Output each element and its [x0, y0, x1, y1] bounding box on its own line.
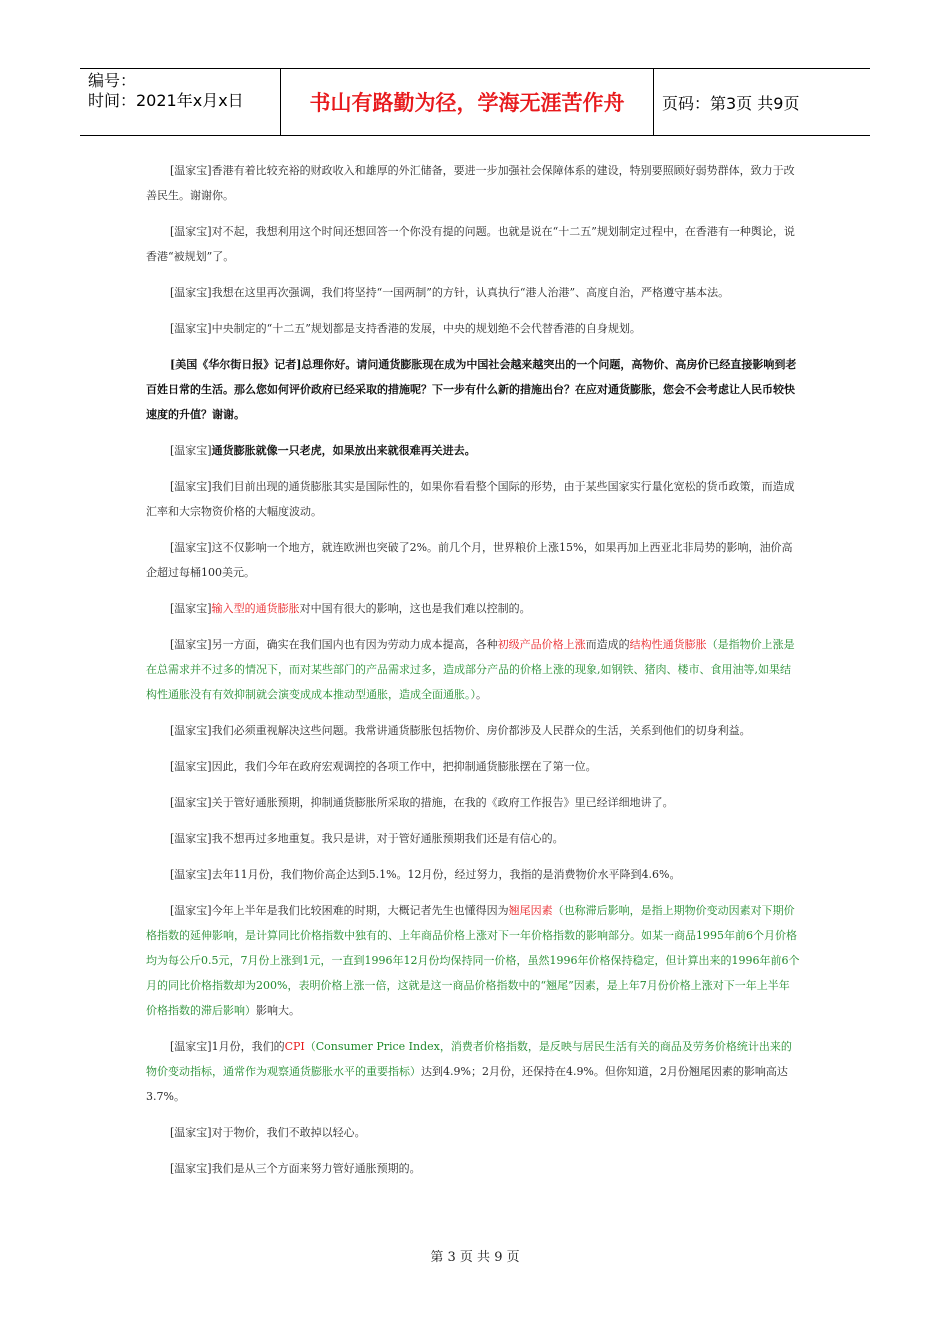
paragraph-text-segment: 影响大。 [256, 1004, 300, 1017]
paragraph [146, 316, 800, 341]
paragraph [146, 596, 800, 621]
paragraph [146, 754, 800, 779]
paragraph-text-segment: 而造成的 [585, 638, 630, 651]
paragraph-text-segment: [温家宝]另一方面，确实在我们国内也有因为劳动力成本提高，各种 [170, 638, 498, 651]
header-meta [80, 69, 280, 135]
paragraph-text-segment: [温家宝]我们目前出现的通货膨胀其实是国际性的，如果你看看整个国际的形势，由于某些国家实行量化宽松的货币政策，而造成汇率和大宗物资价格的大幅度波动。 [146, 480, 795, 518]
document-number-label: 编号： [88, 71, 137, 90]
paragraph-text-segment: [美国《华尔街日报》记者]总理你好。请问通货膨胀现在成为中国社会越来越突出的一个问题，高物价、高房价已经直接影响到老百姓日常的生活。那么您如何评价政府已经采取的措施呢？下一步有什么新的措施出台？在应对通货膨胀，您会不会考虑让人民币较快速度的升值？谢谢。 [146, 358, 797, 421]
paragraph [146, 862, 800, 887]
paragraph [146, 1120, 800, 1145]
paragraph-text-segment: 通货膨胀就像一只老虎，如果放出来就很难再关进去。 [211, 444, 476, 457]
paragraph-text-segment: [温家宝] [170, 602, 212, 615]
paragraph [146, 219, 800, 269]
paragraph-text-segment: CPI [284, 1040, 305, 1053]
paragraph-text-segment: [温家宝]这不仅影响一个地方，就连欧洲也突破了2%。前几个月，世界粮价上涨15%，如果再加上西亚北非局势的影响，油价高企超过每桶100美元。 [146, 541, 793, 579]
paragraph [146, 1034, 800, 1109]
paragraph-text-segment: 对中国有很大的影响，这也是我们难以控制的。 [299, 602, 531, 615]
paragraph-text-segment: （是指物价上涨是在总需求并不过多的情况下，而对某些部门的产品需求过多，造成部分产品的价格上涨的现象,如钢铁、猪肉、楼市、食用油等,如果结构性通胀没有有效抑制就会演变成成本推动型通胀，造成全面通胀。） [146, 638, 795, 701]
paragraph-text-segment: 。 [476, 688, 487, 701]
paragraph [146, 474, 800, 524]
paragraph [146, 352, 800, 427]
document-body [146, 158, 800, 1192]
paragraph [146, 898, 800, 1023]
paragraph-text-segment: （Consumer Price Index，消费者价格指数，是反映与居民生活有关的商品及劳务价格统计出来的物价变动指标，通常作为观察通货膨胀水平的重要指标） [146, 1040, 792, 1078]
paragraph-text-segment: [温家宝]因此，我们今年在政府宏观调控的各项工作中，把抑制通货膨胀摆在了第一位。 [170, 760, 597, 773]
paragraph [146, 790, 800, 815]
paragraph [146, 826, 800, 851]
paragraph [146, 632, 800, 707]
paragraph-text-segment: [温家宝]我们必须重视解决这些问题。我常讲通货膨胀包括物价、房价都涉及人民群众的生活，关系到他们的切身利益。 [170, 724, 751, 737]
document-time-label: 时间：2021年x月x日 [88, 91, 244, 110]
paragraph-text-segment: [温家宝]我们是从三个方面来努力管好通胀预期的。 [170, 1162, 421, 1175]
header-page-label: 页码：第3页 共9页 [662, 93, 800, 113]
paragraph-text-segment: [温家宝] [170, 444, 212, 457]
paragraph-text-segment: （也称滞后影响，是指上期物价变动因素对下期价格指数的延伸影响，是计算同比价格指数中独有的、上年商品价格上涨对下一年价格指数的影响部分。如某一商品1995年前6个月价格均为每公斤0.5元，7月份上涨到1元，一直到1996年12月份均保持同一价格，虽然1996年价格保持稳定，但计算出来的1996年前6个月的同比价格指数却为200%，表明价格上涨一倍，这就是这一商品价格指数中的“翘尾”因素，是上年7月份价格上涨对下一年上半年价格指数的滞后影响） [146, 904, 800, 1017]
paragraph-text-segment: [温家宝]去年11月份，我们物价高企达到5.1%。12月份，经过努力，我指的是消费物价水平降到4.6%。 [170, 868, 681, 881]
paragraph [146, 1156, 800, 1181]
paragraph-text-segment: [温家宝]关于管好通胀预期，抑制通货膨胀所采取的措施，在我的《政府工作报告》里已经详细地讲了。 [170, 796, 674, 809]
paragraph [146, 158, 800, 208]
paragraph [146, 535, 800, 585]
paragraph-text-segment: [温家宝]1月份，我们的 [170, 1040, 285, 1053]
paragraph-text-segment: [温家宝]对不起，我想利用这个时间还想回答一个你没有提的问题。也就是说在“十二五”规划制定过程中，在香港有一种舆论，说香港“被规划”了。 [146, 225, 795, 263]
page-header [80, 68, 870, 136]
paragraph-text-segment: 结构性通货膨胀 [629, 638, 707, 651]
paragraph-text-segment: [温家宝]我不想再过多地重复。我只是讲，对于管好通胀预期我们还是有信心的。 [170, 832, 564, 845]
paragraph-text-segment: [温家宝]对于物价，我们不敢掉以轻心。 [170, 1126, 366, 1139]
paragraph [146, 718, 800, 743]
paragraph [146, 438, 800, 463]
paragraph-text-segment: 翘尾因素 [508, 904, 553, 917]
paragraph-text-segment: [温家宝]我想在这里再次强调，我们将坚持“一国两制”的方针，认真执行“港人治港”、高度自治，严格遵守基本法。 [170, 286, 730, 299]
paragraph-text-segment: [温家宝]香港有着比较充裕的财政收入和雄厚的外汇储备，要进一步加强社会保障体系的建设，特别要照顾好弱势群体，致力于改善民生。谢谢你。 [146, 164, 795, 202]
paragraph-text-segment: 输入型的通货膨胀 [211, 602, 300, 615]
paragraph-text-segment: 达到4.9%；2月份，还保持在4.9%。但你知道，2月份翘尾因素的影响高达3.7%。 [146, 1065, 788, 1103]
paragraph-text-segment: [温家宝]中央制定的“十二五”规划都是支持香港的发展，中央的规划绝不会代替香港的自身规划。 [170, 322, 641, 335]
paragraph-text-segment: [温家宝]今年上半年是我们比较困难的时期，大概记者先生也懂得因为 [170, 904, 509, 917]
header-motto: 书山有路勤为径，学海无涯苦作舟 [280, 69, 654, 135]
page-footer: 第 3 页 共 9 页 [430, 1250, 520, 1265]
paragraph [146, 280, 800, 305]
paragraph-text-segment: 初级产品价格上涨 [497, 638, 586, 651]
